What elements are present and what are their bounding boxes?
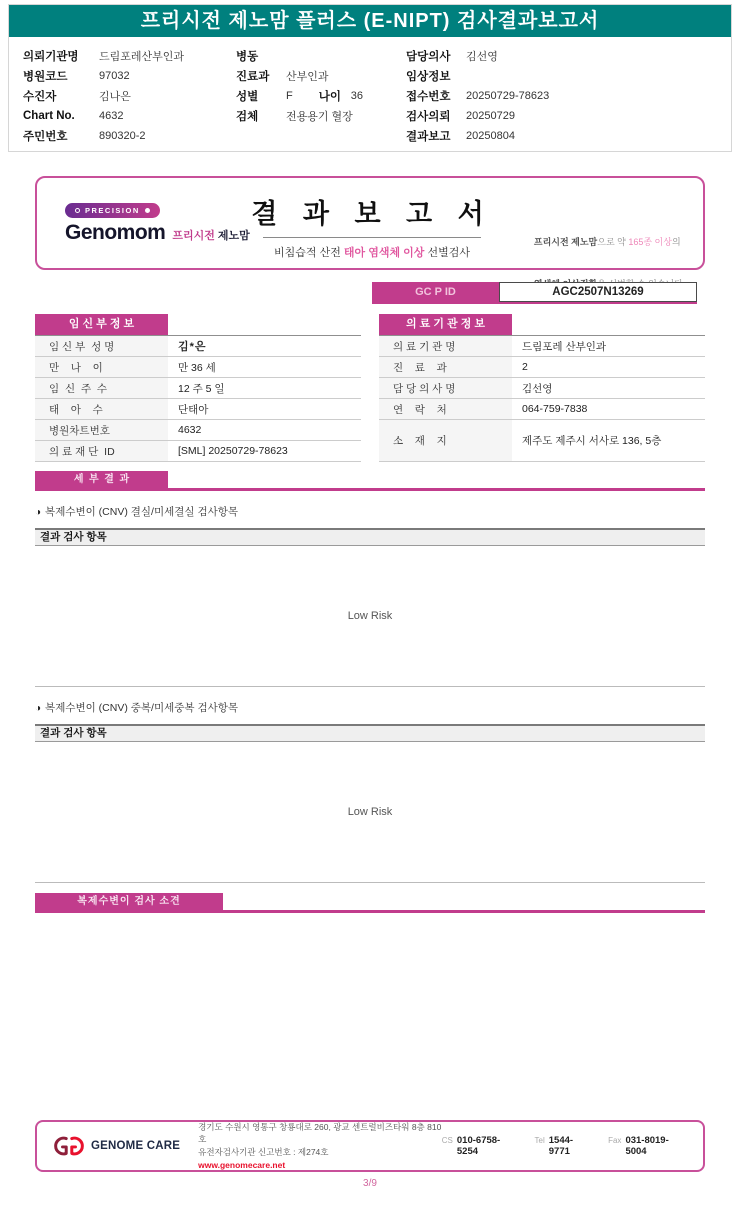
footer-box bbox=[35, 1120, 705, 1172]
subtitle-suffix: 선별검사 bbox=[424, 247, 470, 259]
contact-label: Fax bbox=[608, 1136, 622, 1145]
gcpid-table bbox=[372, 282, 697, 304]
field-value: 20250729 bbox=[466, 110, 515, 122]
field-requesting-clinic bbox=[23, 46, 184, 66]
emr-header bbox=[8, 4, 732, 152]
field-department bbox=[236, 66, 363, 86]
row-label: 태 아 수 bbox=[35, 399, 168, 419]
row-label: 담 당 의 사 명 bbox=[379, 378, 512, 398]
row-value: 단태아 bbox=[178, 403, 209, 416]
footer-contacts bbox=[442, 1135, 687, 1157]
row-value: 드림포레 산부인과 bbox=[522, 340, 607, 353]
mother-info-table bbox=[35, 314, 361, 462]
badge-dot-icon bbox=[75, 208, 80, 213]
tagline-text: 으로 약 bbox=[597, 236, 629, 247]
row-value: 김*은 bbox=[178, 341, 207, 353]
field-label: 담당의사 bbox=[406, 51, 451, 63]
row-value: 만 36 세 bbox=[178, 361, 216, 374]
field-label: 나이 bbox=[318, 91, 341, 103]
row-value: 제주도 제주시 서사로 136, 5층 bbox=[522, 435, 662, 447]
subtitle-highlight: 태아 염색체 이상 bbox=[343, 247, 425, 259]
table-row bbox=[35, 357, 361, 378]
document-subtitle bbox=[232, 244, 512, 260]
row-label: 임 신 부 성 명 bbox=[35, 336, 168, 356]
field-specimen bbox=[236, 106, 363, 126]
row-label: 병원차트번호 bbox=[35, 420, 168, 440]
clinic-info-table bbox=[379, 314, 705, 462]
field-report-date bbox=[406, 126, 549, 146]
title-divider bbox=[263, 237, 481, 238]
badge-label: PRECISION bbox=[85, 206, 140, 215]
field-label: 접수번호 bbox=[406, 91, 451, 103]
table-row bbox=[35, 399, 361, 420]
cnv-findings-header bbox=[35, 893, 705, 913]
field-patient-name bbox=[23, 86, 184, 106]
document-title-block bbox=[232, 192, 512, 260]
cnv-duplication-result: Low Risk bbox=[35, 742, 705, 883]
field-value: 산부인과 bbox=[286, 71, 329, 83]
emr-patient-info bbox=[9, 37, 731, 151]
contact-value: 031-8019-5004 bbox=[625, 1135, 669, 1157]
website-link[interactable]: www.genomecare.net bbox=[198, 1159, 286, 1170]
field-value: 890320-2 bbox=[99, 130, 146, 142]
contact-value: 010-6758-5254 bbox=[456, 1135, 501, 1157]
cnv-duplication-heading bbox=[35, 700, 705, 715]
table-row bbox=[379, 378, 705, 399]
field-value: 전용용기 혈장 bbox=[286, 111, 353, 123]
cnv-findings-title: 복제수변이 검사 소견 bbox=[35, 893, 223, 910]
table-row bbox=[35, 378, 361, 399]
field-value: 4632 bbox=[99, 110, 124, 122]
detail-results-title: 세 부 결 과 bbox=[35, 471, 168, 488]
field-label: 결과보고 bbox=[406, 131, 451, 143]
field-label: 수진자 bbox=[23, 91, 57, 103]
info-tables bbox=[35, 314, 705, 462]
page-number: 3/9 bbox=[363, 1178, 377, 1189]
detail-results-header bbox=[35, 471, 705, 491]
subtitle-prefix: 비침습적 산전 bbox=[274, 247, 344, 259]
result-column-header: 결과 검사 항목 bbox=[35, 724, 705, 742]
contact-tel bbox=[535, 1135, 593, 1157]
field-label: 병동 bbox=[236, 51, 259, 63]
row-label: 의 료 재 단 ID bbox=[35, 441, 168, 461]
section-heading-text: 복제수변이 (CNV) 결실/미세결실 검사항목 bbox=[45, 506, 239, 518]
contact-value: 1544-9771 bbox=[548, 1135, 574, 1157]
brand-header-box bbox=[35, 176, 705, 270]
field-value: 20250804 bbox=[466, 130, 515, 142]
tagline-line1 bbox=[534, 236, 683, 250]
tagline-text: 의 bbox=[671, 236, 681, 247]
section-heading-text: 복제수변이 (CNV) 중복/미세중복 검사항목 bbox=[45, 702, 239, 714]
field-resident-id bbox=[23, 126, 184, 146]
field-doctor bbox=[406, 46, 549, 66]
row-value: 김선영 bbox=[522, 382, 553, 395]
table-row bbox=[379, 420, 705, 462]
field-sex-age bbox=[236, 86, 363, 106]
field-label: Chart No. bbox=[23, 110, 75, 122]
field-label: 성별 bbox=[236, 91, 259, 103]
badge-dot-icon bbox=[145, 208, 150, 213]
row-value: 064-759-7838 bbox=[522, 403, 588, 415]
genomecare-logo-icon bbox=[53, 1133, 85, 1159]
document-title: 결 과 보 고 서 bbox=[251, 199, 493, 229]
license-number: 유전자검사기관 신고번호 : 제274호 bbox=[198, 1147, 329, 1157]
row-value: 12 주 5 일 bbox=[178, 382, 225, 395]
table-row bbox=[379, 336, 705, 357]
emr-column-1 bbox=[23, 46, 184, 146]
field-ward bbox=[236, 46, 363, 66]
field-value: 김나은 bbox=[99, 91, 131, 103]
field-value: 36 bbox=[350, 90, 363, 102]
genomom-logo bbox=[65, 200, 250, 245]
logo-korean-dark: 제노맘 bbox=[217, 230, 250, 242]
row-label: 연 락 처 bbox=[379, 399, 512, 419]
field-value: 드림포레산부인과 bbox=[99, 51, 185, 63]
table-row bbox=[35, 420, 361, 441]
field-label: 검체 bbox=[236, 111, 259, 123]
result-column-header: 결과 검사 항목 bbox=[35, 528, 705, 546]
row-label: 소 재 지 bbox=[379, 420, 512, 461]
field-label: 검사의뢰 bbox=[406, 111, 451, 123]
genomecare-logo bbox=[53, 1133, 180, 1159]
field-hospital-code bbox=[23, 66, 184, 86]
field-value: F bbox=[286, 90, 293, 102]
emr-column-3 bbox=[406, 46, 549, 146]
precision-badge bbox=[65, 203, 160, 218]
field-label: 의뢰기관명 bbox=[23, 51, 79, 63]
field-chart-no bbox=[23, 106, 184, 126]
footer-address-block bbox=[198, 1121, 442, 1172]
table-row bbox=[35, 336, 361, 357]
emr-column-2 bbox=[236, 46, 363, 126]
clinic-table-body bbox=[379, 335, 705, 462]
row-value: 4632 bbox=[178, 424, 202, 436]
row-label: 임 신 주 수 bbox=[35, 378, 168, 398]
contact-label: CS bbox=[441, 1136, 453, 1145]
logo-name: Genomom bbox=[65, 221, 166, 244]
tagline-pink: 165종 이상 bbox=[628, 236, 672, 247]
field-value: 97032 bbox=[99, 70, 130, 82]
field-label: 병원코드 bbox=[23, 71, 68, 83]
field-label: 주민번호 bbox=[23, 131, 68, 143]
gcpid-label: GC P ID bbox=[372, 282, 499, 302]
row-label: 의 료 기 관 명 bbox=[379, 336, 512, 356]
gcpid-value: AGC2507N13269 bbox=[499, 282, 697, 302]
cnv-deletion-heading bbox=[35, 504, 705, 519]
field-accession-no bbox=[406, 86, 549, 106]
clinic-table-title: 의 료 기 관 정 보 bbox=[379, 314, 512, 335]
contact-label: Tel bbox=[534, 1136, 545, 1145]
field-value: 20250729-78623 bbox=[466, 90, 550, 102]
logo-korean-pink: 프리시전 bbox=[172, 230, 215, 242]
report-body bbox=[35, 176, 705, 913]
mother-table-body bbox=[35, 335, 361, 462]
field-clinical-info bbox=[406, 66, 549, 86]
field-request-date bbox=[406, 106, 549, 126]
cnv-deletion-result: Low Risk bbox=[35, 546, 705, 687]
logo-wordmark bbox=[65, 221, 250, 245]
half-circle-bullet-icon: ◑ bbox=[35, 507, 42, 518]
contact-cs bbox=[442, 1135, 519, 1157]
mother-table-title: 임 신 부 정 보 bbox=[35, 314, 168, 335]
company-address: 경기도 수원시 영통구 창룡대로 260, 광교 센트럴비즈타워 8층 810호 bbox=[198, 1121, 442, 1145]
field-value: 김선영 bbox=[466, 51, 498, 63]
field-label: 임상정보 bbox=[406, 71, 451, 83]
row-label: 진 료 과 bbox=[379, 357, 512, 377]
field-label: 진료과 bbox=[236, 71, 270, 83]
row-value: 2 bbox=[522, 361, 528, 373]
half-circle-bullet-icon: ◑ bbox=[35, 703, 42, 714]
company-name: GENOME CARE bbox=[91, 1140, 181, 1152]
report-title-bar: 프리시전 제노맘 플러스 (E-NIPT) 검사결과보고서 bbox=[9, 5, 731, 37]
row-value: [SML] 20250729-78623 bbox=[178, 445, 288, 457]
gcpid-row bbox=[35, 282, 705, 304]
table-row bbox=[379, 357, 705, 378]
table-row bbox=[35, 441, 361, 462]
contact-fax bbox=[608, 1135, 687, 1157]
tagline-bold: 프리시전 제노맘 bbox=[533, 236, 598, 247]
row-label: 만 나 이 bbox=[35, 357, 168, 377]
table-row bbox=[379, 399, 705, 420]
